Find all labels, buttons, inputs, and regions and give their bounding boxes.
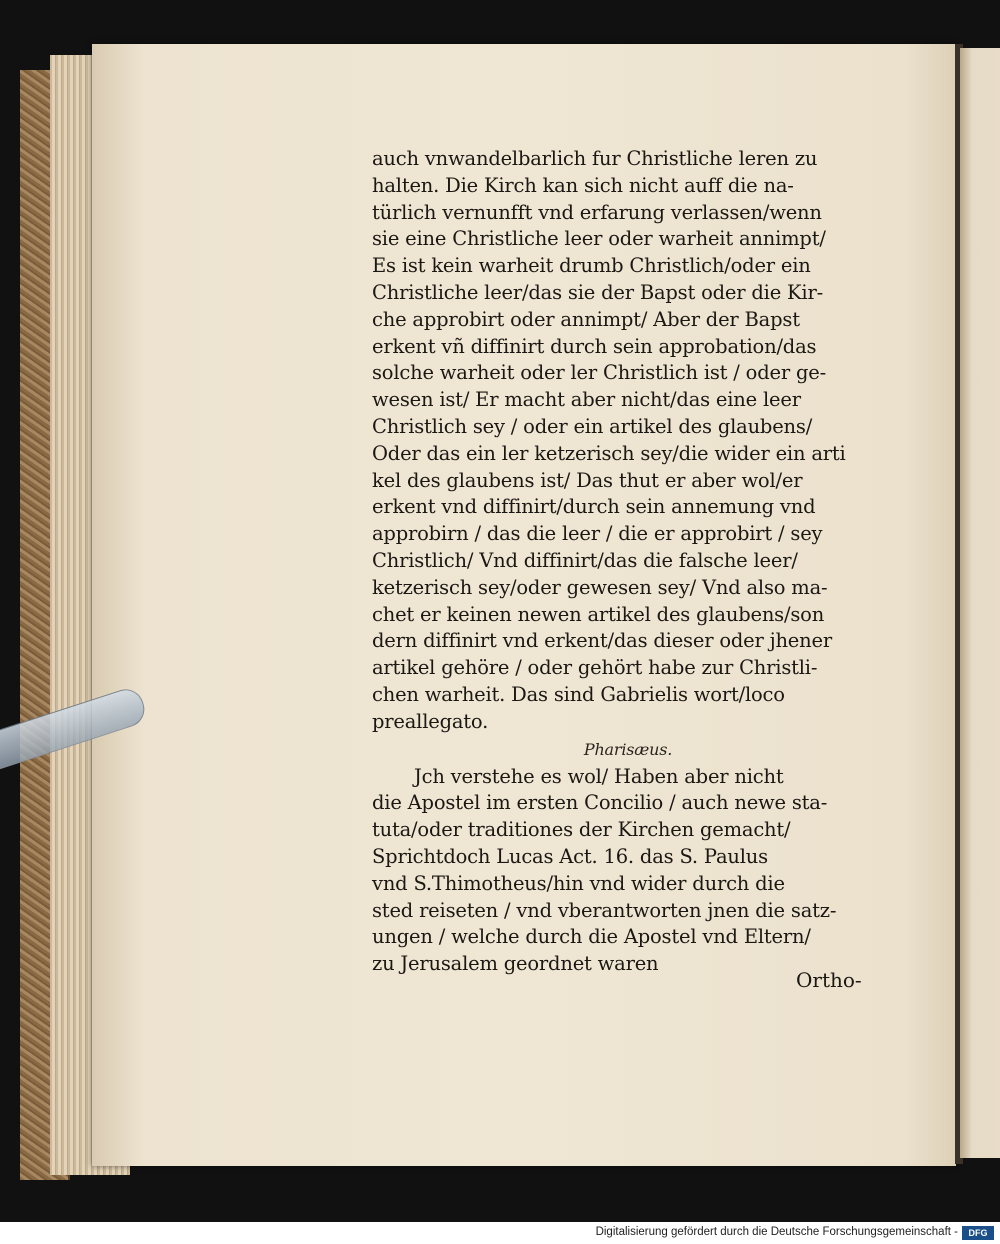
text-line: kel des glaubens ist/ Das thut er aber wol/er bbox=[372, 468, 803, 492]
text-line: Christliche leer/das sie der Bapst oder die Kir- bbox=[372, 280, 823, 304]
text-line: ungen / welche durch die Apostel vnd Eltern/ bbox=[372, 925, 811, 949]
text-line: artikel gehöre / oder gehört habe zur Christli- bbox=[372, 656, 818, 680]
text-line: Christlich/ Vnd diffinirt/das die falsche leer/ bbox=[372, 548, 798, 572]
text-line: dern diffinirt vnd erkent/das dieser oder jhener bbox=[372, 629, 832, 653]
catchword: Ortho- bbox=[796, 968, 862, 992]
text-line: chet er keinen newen artikel des glaubens/son bbox=[372, 602, 825, 626]
text-line: Sprichtdoch Lucas Act. 16. das S. Paulus bbox=[372, 844, 768, 868]
speaker-heading: Pharisæus. bbox=[583, 739, 673, 759]
text-line: Jch verstehe es wol/ Haben aber nicht bbox=[372, 764, 784, 788]
dfg-logo-icon: DFG bbox=[962, 1226, 994, 1240]
text-line: Oder das ein ler ketzerisch sey/die wider ein arti bbox=[372, 441, 846, 465]
footer-bar bbox=[0, 1222, 1000, 1244]
text-line: solche warheit oder ler Christlich ist / oder ge- bbox=[372, 361, 826, 385]
text-line: sted reiseten / vnd vberantworten jnen die satz- bbox=[372, 898, 837, 922]
text-line: ketzerisch sey/oder gewesen sey/ Vnd also ma- bbox=[372, 575, 828, 599]
text-line: approbirn / das die leer / die er approbirt / sey bbox=[372, 522, 823, 546]
text-line: tuta/oder traditiones der Kirchen gemacht/ bbox=[372, 818, 791, 842]
text-line: erkent vñ diffinirt durch sein approbation/das bbox=[372, 334, 817, 358]
text-line: che approbirt oder annimpt/ Aber der Bapst bbox=[372, 307, 800, 331]
page-text-block bbox=[372, 146, 884, 978]
text-line: wesen ist/ Er macht aber nicht/das eine leer bbox=[372, 388, 801, 412]
text-line: Es ist kein warheit drumb Christlich/oder ein bbox=[372, 254, 811, 278]
text-line: halten. Die Kirch kan sich nicht auff die na- bbox=[372, 173, 794, 197]
text-line: erkent vnd diffinirt/durch sein annemung vnd bbox=[372, 495, 816, 519]
text-line: preallegato. bbox=[372, 709, 489, 733]
text-line: zu Jerusalem geordnet waren bbox=[372, 952, 659, 976]
text-line: auch vnwandelbarlich fur Christliche leren zu bbox=[372, 147, 818, 170]
text-line: vnd S.Thimotheus/hin vnd wider durch die bbox=[372, 871, 785, 895]
text-line: türlich vernunfft vnd erfarung verlassen/wenn bbox=[372, 200, 822, 224]
text-line: Christlich sey / oder ein artikel des glaubens/ bbox=[372, 414, 813, 438]
facing-page-edge bbox=[960, 48, 1000, 1158]
text-line: chen warheit. Das sind Gabrielis wort/loco bbox=[372, 682, 785, 706]
text-line: sie eine Christliche leer oder warheit annimpt/ bbox=[372, 227, 826, 251]
footer-credit: Digitalisierung gefördert durch die Deutsche Forschungsgemeinschaft - bbox=[595, 1226, 958, 1238]
text-line: die Apostel im ersten Concilio / auch newe sta- bbox=[372, 791, 828, 815]
